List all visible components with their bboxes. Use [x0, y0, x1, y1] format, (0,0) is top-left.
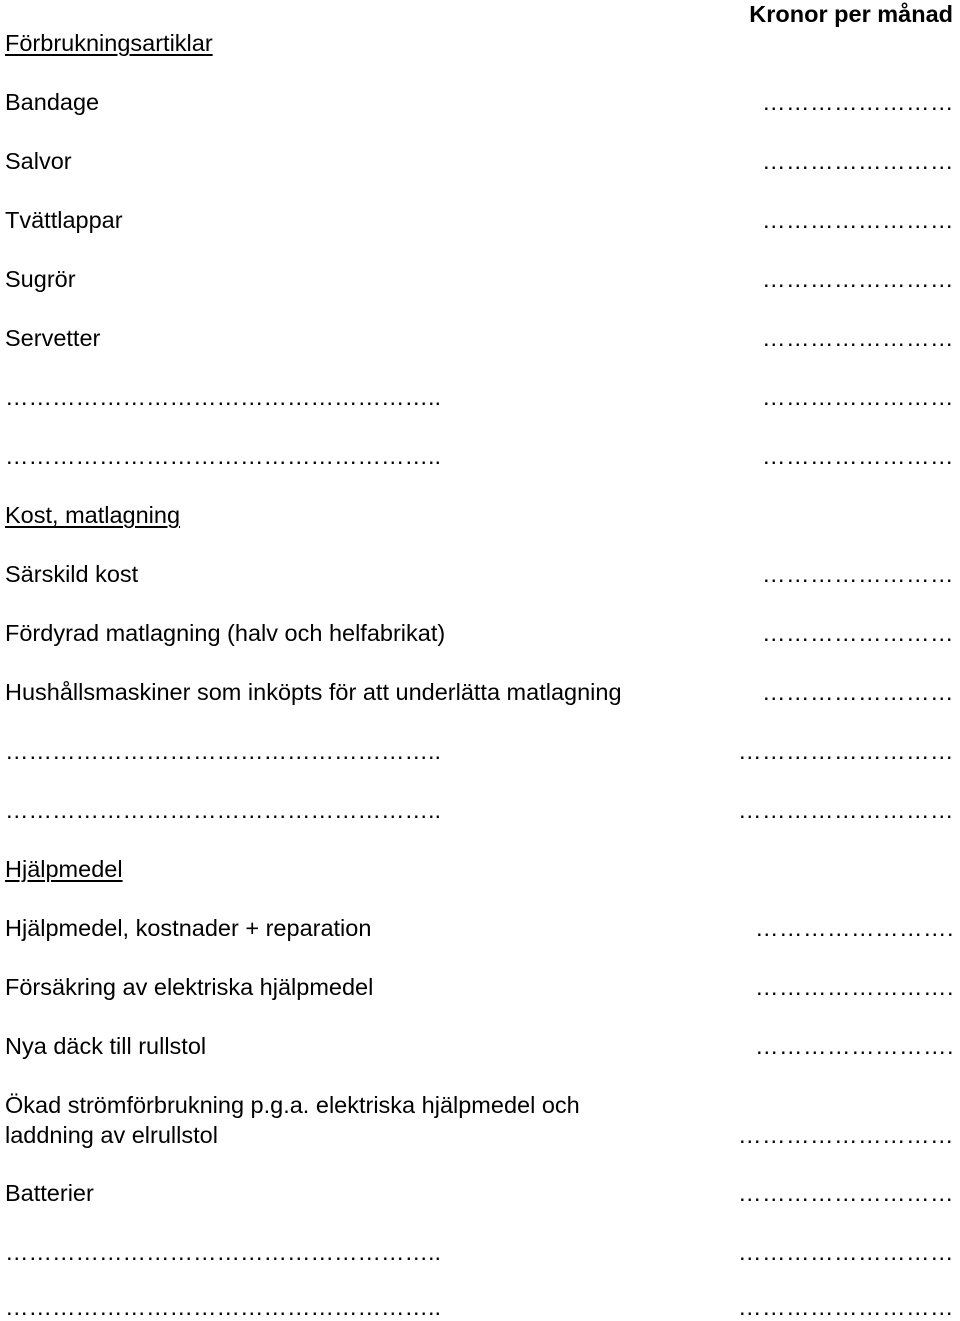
amount-field-sarskild-kost[interactable]: …………………… [762, 561, 954, 587]
row-label-sugror: Sugrör [5, 266, 76, 292]
amount-field-nya-dack[interactable]: ……………………. [754, 1033, 954, 1059]
row-label-batterier: Batterier [5, 1180, 94, 1206]
blank-label-field[interactable]: ……………………………………………….. [5, 443, 442, 469]
row-label-okad-stromforbrukning: Ökad strömförbrukning p.g.a. elektriska hjälpmedel och laddning av elrullstol [5, 1092, 580, 1148]
row-label-nya-dack: Nya däck till rullstol [5, 1033, 207, 1059]
row-label-hushallsmaskiner: Hushållsmaskiner som inköpts för att underlätta matlagning [5, 679, 622, 705]
amount-field-servetter[interactable]: …………………… [762, 325, 954, 351]
blank-label-field[interactable]: ……………………………………………….. [5, 1294, 442, 1320]
row-label-tvattlappar: Tvättlappar [5, 207, 123, 233]
section-title-forbrukningsartiklar: Förbrukningsartiklar [5, 30, 213, 56]
amount-field-salvor[interactable]: …………………… [762, 148, 954, 174]
section-title-hjalpmedel: Hjälpmedel [5, 856, 123, 882]
blank-label-field[interactable]: ……………………………………………….. [5, 1239, 442, 1265]
amount-field-tvattlappar[interactable]: …………………… [762, 207, 954, 233]
row-label-sarskild-kost: Särskild kost [5, 561, 139, 587]
blank-label-field[interactable]: ……………………………………………….. [5, 797, 442, 823]
row-label-servetter: Servetter [5, 325, 101, 351]
blank-label-field[interactable]: ……………………………………………….. [5, 738, 442, 764]
row-label-salvor: Salvor [5, 148, 72, 174]
blank-amount-field[interactable]: ……………………… [738, 797, 954, 823]
amount-field-okad-stromforbrukning[interactable]: ……………………… [738, 1122, 954, 1148]
amount-field-forsakring[interactable]: ……………………. [754, 974, 954, 1000]
blank-label-field[interactable]: ……………………………………………….. [5, 384, 442, 410]
amount-field-batterier[interactable]: ……………………… [738, 1180, 954, 1206]
row-label-forsakring: Försäkring av elektriska hjälpmedel [5, 974, 374, 1000]
amount-field-hjalpmedel-kostnader[interactable]: ……………………. [754, 915, 954, 941]
amount-field-hushallsmaskiner[interactable]: …………………… [762, 679, 954, 705]
row-label-bandage: Bandage [5, 89, 100, 115]
row-label-hjalpmedel-kostnader: Hjälpmedel, kostnader + reparation [5, 915, 372, 941]
section-title-kost-matlagning: Kost, matlagning [5, 502, 181, 528]
blank-amount-field[interactable]: …………………… [762, 384, 954, 410]
amount-field-sugror[interactable]: …………………… [762, 266, 954, 292]
amount-field-bandage[interactable]: …………………… [762, 89, 954, 115]
blank-amount-field[interactable]: ……………………… [738, 738, 954, 764]
blank-amount-field[interactable]: ……………………… [738, 1294, 954, 1320]
blank-amount-field[interactable]: …………………… [762, 443, 954, 469]
row-label-fordyrad-matlagning: Fördyrad matlagning (halv och helfabrikat) [5, 620, 446, 646]
amount-field-fordyrad-matlagning[interactable]: …………………… [762, 620, 954, 646]
column-header-kronor-per-manad: Kronor per månad [749, 1, 953, 27]
blank-amount-field[interactable]: ……………………… [738, 1239, 954, 1265]
